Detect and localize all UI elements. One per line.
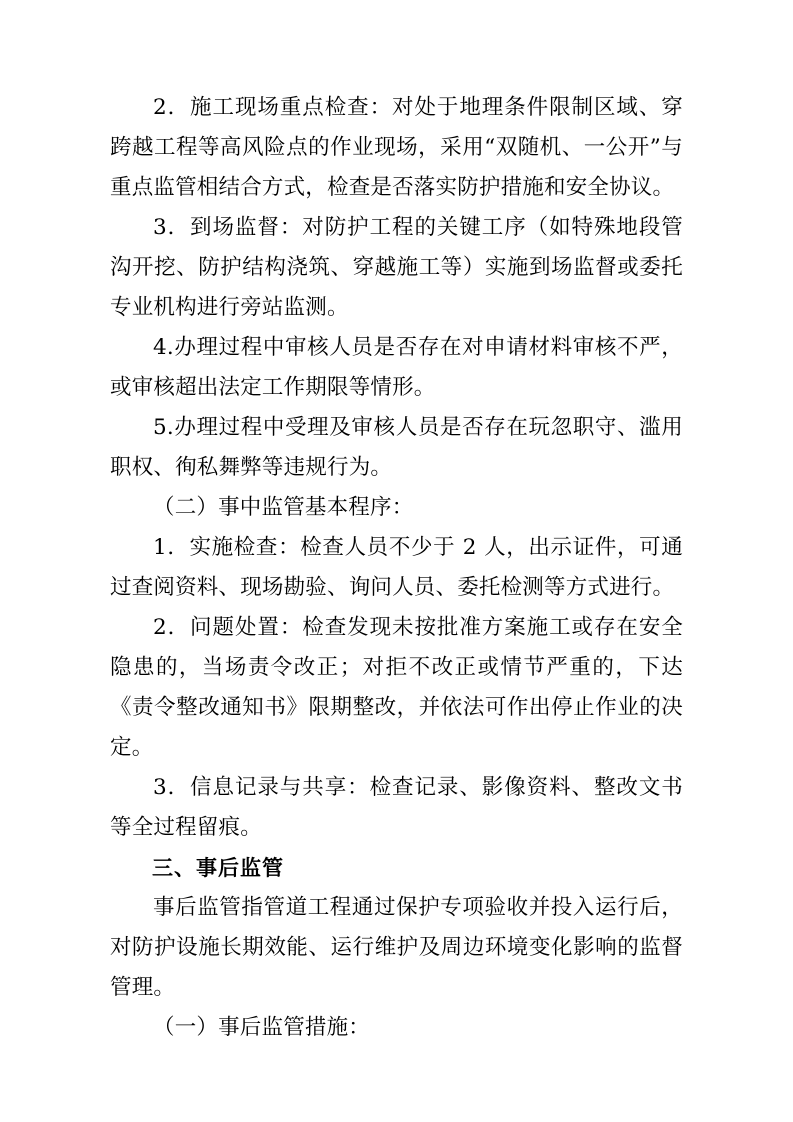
paragraph-item-3: 3．到场监督：对防护工程的关键工序（如特殊地段管沟开挖、防护结构浇筑、穿越施工等）实施到场监督或委托专业机构进行旁站监测。	[110, 215, 683, 320]
paragraph-post-event-intro: 事后监管指管道工程通过保护专项验收并投入运行后，对防护设施长期效能、运行维护及周边环境变化影响的监督管理。	[110, 895, 683, 1000]
subheading-post-event-measures: （一）事后监管措施：	[153, 1015, 371, 1040]
document-body	[110, 88, 683, 1048]
paragraph-item-5: 5.办理过程中受理及审核人员是否存在玩忽职守、滥用职权、徇私舞弊等违规行为。	[110, 415, 683, 480]
paragraph-procedure-1: 1．实施检查：检查人员不少于 2 人，出示证件，可通过查阅资料、现场勘验、询问人员、委托检测等方式进行。	[110, 535, 683, 600]
paragraph-item-4: 4.办理过程中审核人员是否存在对申请材料审核不严，或审核超出法定工作期限等情形。	[110, 335, 683, 400]
paragraph-procedure-2: 2．问题处置：检查发现未按批准方案施工或存在安全隐患的，当场责令改正；对拒不改正或情节严重的，下达《责令整改通知书》限期整改，并依法可作出停止作业的决定。	[110, 615, 683, 760]
heading-post-event-supervision: 三、事后监管	[152, 856, 284, 880]
subheading-during-event-procedure: （二）事中监管基本程序：	[153, 495, 414, 520]
paragraph-procedure-3: 3．信息记录与共享：检查记录、影像资料、整改文书等全过程留痕。	[110, 775, 683, 840]
paragraph-item-2: 2．施工现场重点检查：对处于地理条件限制区域、穿跨越工程等高风险点的作业现场，采用“双随机、一公开”与重点监管相结合方式，检查是否落实防护措施和安全协议。	[110, 95, 683, 200]
